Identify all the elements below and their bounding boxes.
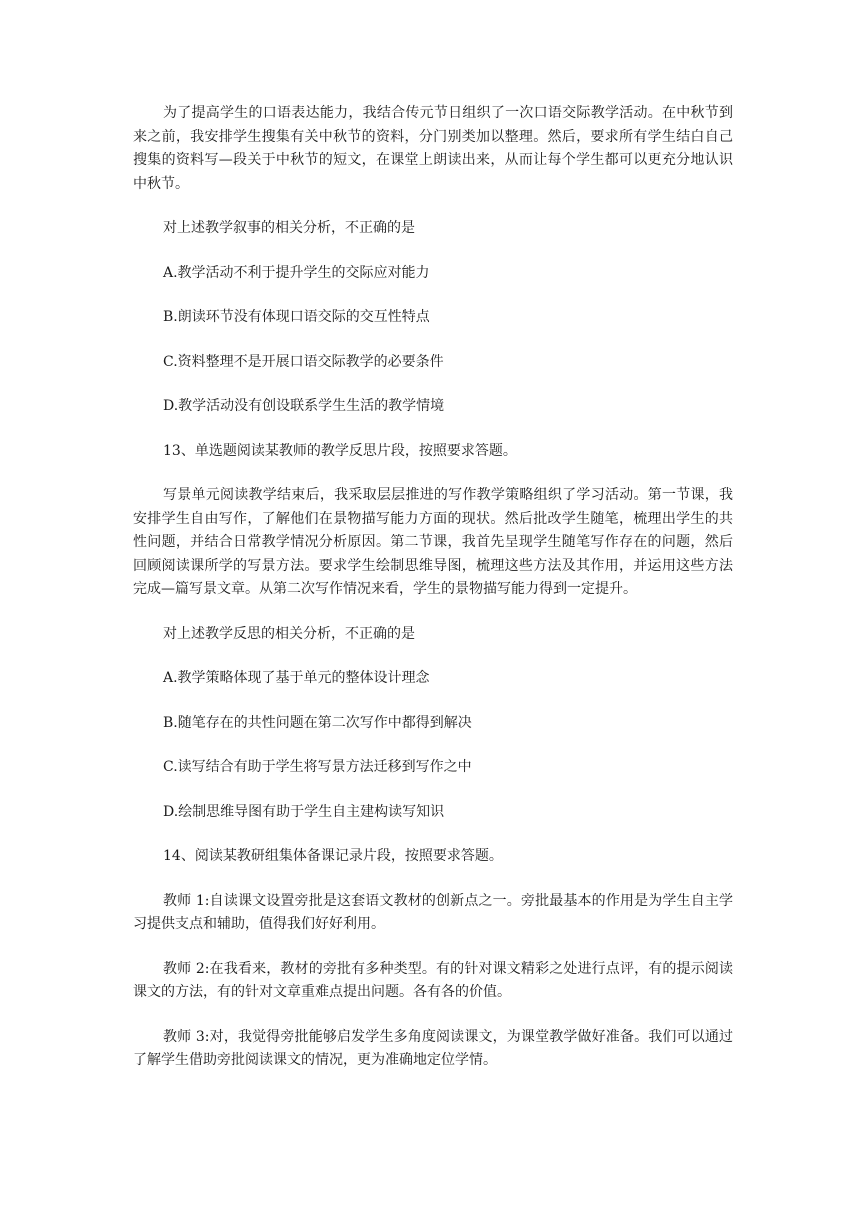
option-c: C.读写结合有助于学生将写景方法迁移到写作之中 [163,759,472,775]
reflection-paragraph: 写景单元阅读教学结束后，我采取层层推进的写作教学策略组织了学习活动。第一节课，我安排学生自由写作，了解他们在景物描写能力方面的现状。然后批改学生随笔，梳理出学生的共性问题，并结合日常教学情况分析原因。第二节课，我首先呈现学生随笔写作存在的问题，然后回顾阅读课所学的写景方法。要求学生绘制思维导图，梳理这些方法及其作用，并运用这些方法完成—篇写景文章。从第二次写作情况来看，学生的景物描写能力得到一定提升。 [133,487,733,597]
teacher-1-paragraph: 教师 1:自读课文设置旁批是这套语文教材的创新点之一。旁批最基本的作用是为学生自主学习提供支点和辅助，值得我们好好利用。 [133,892,733,932]
option-d: D.绘制思维导图有助于学生自主建构读写知识 [163,803,445,820]
question-stem: 对上述教学叙事的相关分析，不正确的是 [163,220,415,236]
option-b: B.朗读环节没有体现口语交际的交互性特点 [163,309,430,325]
narrative-paragraph: 为了提高学生的口语表达能力，我结合传元节日组织了一次口语交际教学活动。在中秋节到来之前，我安排学生搜集有关中秋节的资料，分门别类加以整理。然后，要求所有学生结白自己搜集的资料写—段关于中秋节的短文，在课堂上朗读出来，从而让每个学生都可以更充分地认识中秋节。 [133,105,733,192]
question-heading: 14、阅读某教研组集体备课记录片段，按照要求答题。 [163,848,503,864]
question-heading: 13、单选题阅读某教师的教学反思片段，按照要求答题。 [163,442,517,459]
teacher-3-paragraph: 教师 3:对，我觉得旁批能够启发学生多角度阅读课文，为课堂教学做好准备。我们可以通过了解学生借助旁批阅读课文的情况，更为准确地定位学情。 [133,1028,733,1068]
option-a: A.教学策略体现了基于单元的整体设计理念 [163,670,430,686]
question-stem: 对上述教学反思的相关分析，不正确的是 [163,625,415,642]
document-body [133,102,733,1094]
teacher-2-paragraph: 教师 2:在我看来，教材的旁批有多种类型。有的针对课文精彩之处进行点评，有的提示阅读课文的方法，有的针对文章重难点提出问题。各有各的价值。 [133,960,733,1000]
option-c: C.资料整理不是开展口语交际教学的必要条件 [163,353,444,370]
option-b: B.随笔存在的共性问题在第二次写作中都得到解决 [163,714,472,731]
option-a: A.教学活动不利于提升学生的交际应对能力 [163,264,430,281]
option-d: D.教学活动没有创设联系学生生活的教学情境 [163,398,445,414]
